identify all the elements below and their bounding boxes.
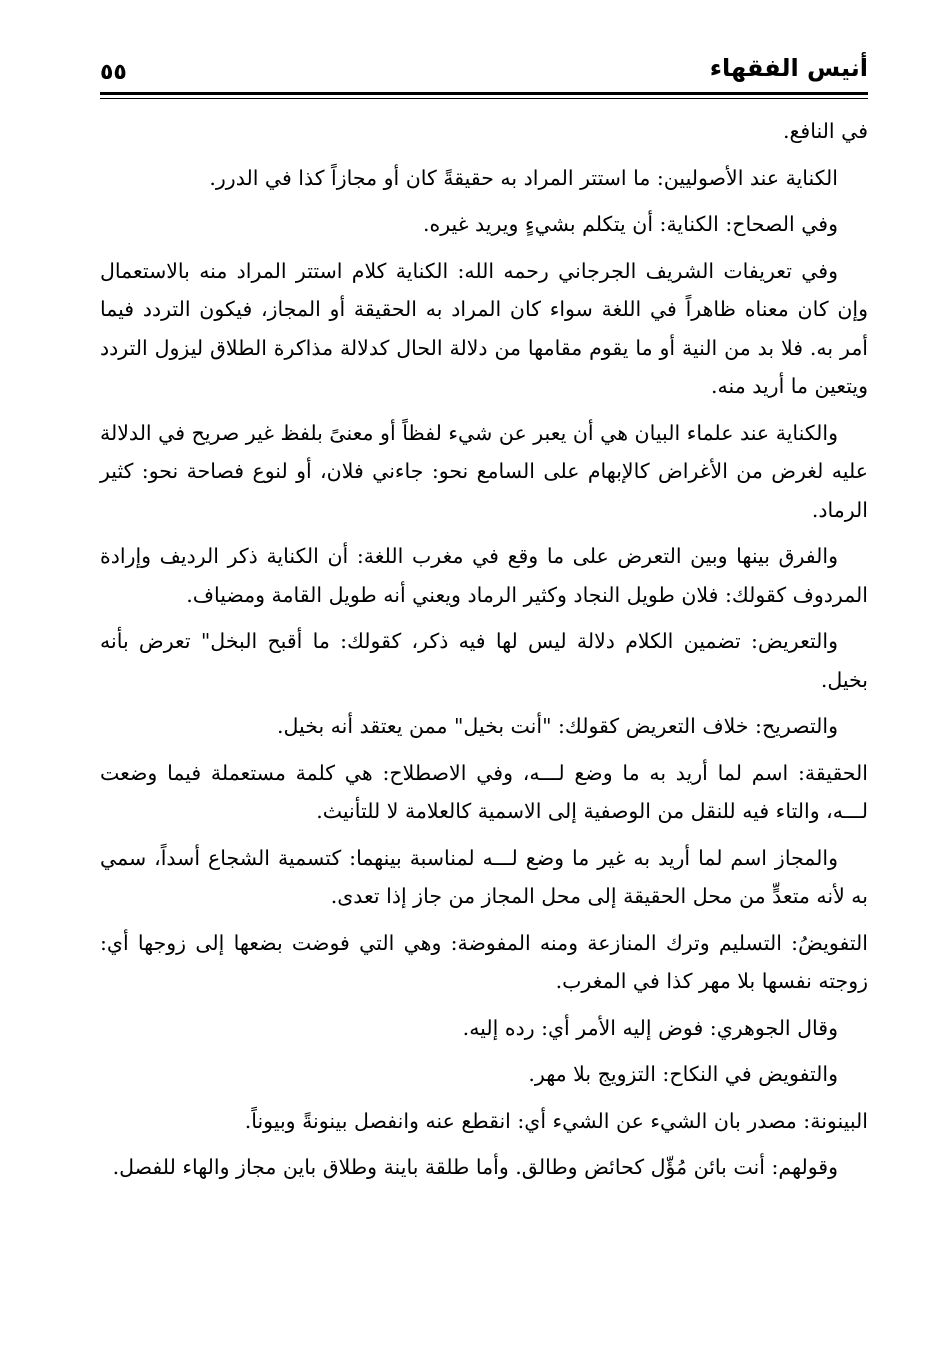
paragraph: وفي تعريفات الشريف الجرجاني رحمه الله: الكناية كلام استتر المراد منه بالاستعمال وإن كان معناه ظاهراً في اللغة سواء كان المراد به الحقيقة أو المجاز، فيكون التردد فيما أمر به. فلا بد من النية أو ما يقوم مقامها من دلالة الحال كدلالة مذاكرة الطلاق ليزول التردد ويتعين ما أريد منه.	[100, 258, 868, 398]
paragraph: الكناية عند الأصوليين: ما استتر المراد به حقيقةً كان أو مجازاً كذا في الدرر.	[209, 165, 838, 190]
header-rule-thin	[100, 98, 868, 99]
paragraph: وقولهم: أنت بائن مُؤّل كحائض وطالق. وأما طلقة باينة وطلاق باين مجاز والهاء للفصل.	[112, 1155, 838, 1179]
book-title: أنيس الفقهاء	[709, 54, 868, 82]
paragraph: والتعريض: تضمين الكلام دلالة ليس لها فيه ذكر، كقولك: ما أقبح البخل" تعرض بأنه بخيل.	[100, 629, 868, 692]
paragraph: والفرق بينها وبين التعرض على ما وقع في مغرب اللغة: أن الكناية ذكر الرديف وإرادة المردوف كقولك: فلان طويل النجاد وكثير الرماد ويعني أنه طويل القامة ومضياف.	[100, 544, 868, 607]
book-page	[100, 48, 868, 1348]
paragraph: والتصريح: خلاف التعريض كقولك: "أنت بخيل" ممن يعتقد أنه بخيل.	[276, 714, 838, 738]
paragraph: والمجاز اسم لما أريد به غير ما وضع لـــه لمناسبة بينهما: كتسمية الشجاع أسداً، سمي به لأنه متعدٍّ من محل الحقيقة إلى محل المجاز من جاز إذا تعدى.	[100, 845, 868, 908]
paragraph: والتفويض في النكاح: التزويج بلا مهر.	[528, 1062, 838, 1086]
paragraph: وقال الجوهري: فوض إليه الأمر أي: رده إليه.	[462, 1015, 838, 1040]
page-number: ٥٥	[100, 60, 127, 85]
paragraph: وفي الصحاح: الكناية: أن يتكلم بشيءٍ ويريد غيره.	[422, 212, 838, 236]
paragraph: الحقيقة: اسم لما أريد به ما وضع لـــه، وفي الاصطلاح: هي كلمة مستعملة فيما وضعت لـــه، والتاء فيه للنقل من الوصفية إلى الاسمية كالعلامة لا للتأنيث.	[100, 760, 868, 823]
page-header	[100, 48, 868, 90]
paragraph: البينونة: مصدر بان الشيء عن الشيء أي: انقطع عنه وانفصل بينونةً وبيوناً.	[244, 1108, 868, 1133]
paragraph: التفويضُ: التسليم وترك المنازعة ومنه المفوضة: وهي التي فوضت بضعها إلى زوجها أي: زوجته نفسها بلا مهر كذا في المغرب.	[100, 930, 868, 993]
header-rule-thick	[100, 92, 868, 95]
body-text	[100, 112, 868, 1195]
paragraph: والكناية عند علماء البيان هي أن يعبر عن شيء لفظاً أو معنىً بلفظ غير صريح في الدلالة عليه لغرض من الأغراض كالإبهام على السامع نحو: جاءني فلان، أو لنوع فصاحة نحو: كثير الرماد.	[100, 420, 868, 522]
paragraph: في النافع.	[782, 119, 868, 143]
